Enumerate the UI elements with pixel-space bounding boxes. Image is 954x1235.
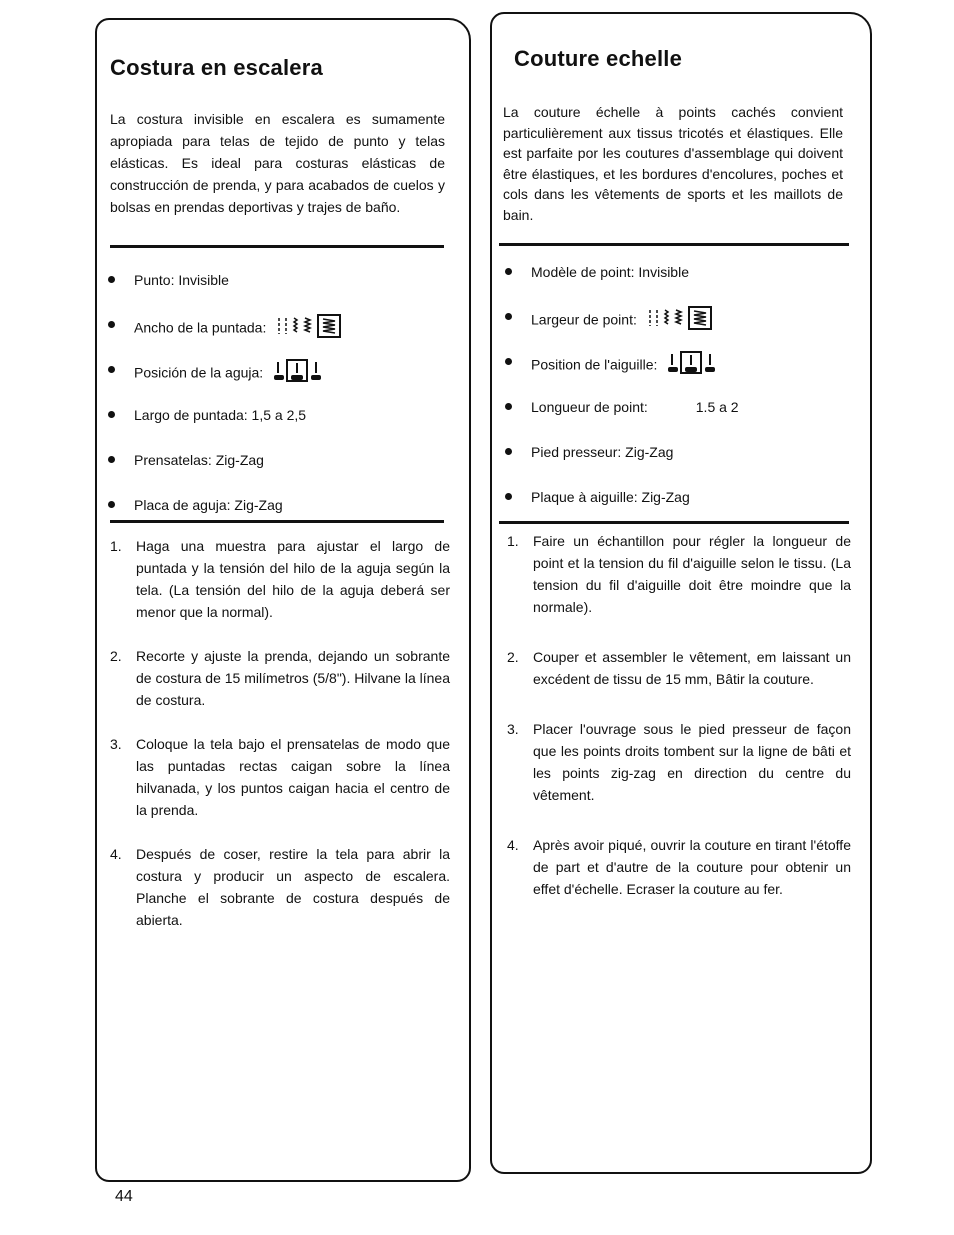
right-spec-label: Pied presseur: Zig-Zag: [531, 444, 674, 460]
left-intro: La costura invisible en escalera es sumamente apropiada para telas de tejido de punto y telas elásticas. Es ideal para costuras elásticas de construcción de prenda, y para acabados de cuelos y bolsas en prendas deportivas y trajes de baño.: [110, 111, 445, 215]
right-spec-list: [505, 261, 845, 531]
step-number: 3.: [110, 736, 122, 752]
left-spec-label: Placa de aguja: Zig-Zag: [134, 497, 283, 513]
step-text: Faire un échantillon pour régler la longueur de point et la tension du fil d'aiguille selon le tissu. (La tension du fil d'aiguille doit être moindre que la normale).: [533, 533, 851, 615]
step-text: Después de coser, restire la tela para abrir la costura y producir un aspecto de escalera. Planche el sobrante de costura después de abierta.: [136, 846, 450, 928]
right-spec-item: [505, 351, 845, 396]
right-spec-label: Modèle de point: Invisible: [531, 264, 689, 280]
step-text: Après avoir piqué, ouvrir la couture en tirant l'étoffe de part et d'autre de la couture pour obtenir un effet d'échelle. Ecraser la couture au fer.: [533, 837, 851, 897]
left-step-list: [110, 535, 450, 931]
right-rule-2: [499, 521, 849, 524]
left-rule-2: [110, 520, 444, 523]
right-step: [507, 718, 851, 806]
right-title: Couture echelle: [514, 46, 683, 71]
left-spec-list: [108, 269, 448, 539]
step-number: 3.: [507, 721, 519, 737]
step-number: 2.: [507, 649, 519, 665]
left-spec-item: [108, 494, 448, 539]
step-text: Recorte y ajuste la prenda, dejando un sobrante de costura de 15 milímetros (5/8"). Hilvane la línea de costura.: [136, 648, 450, 708]
right-step: [507, 834, 851, 900]
right-intro: La couture échelle à points cachés convient particulièrement aux tissus tricotés et élastiques. Elle est parfaite por les coutures d'assemblage qui doivent être élastiques, et les bordures d'encolures, poches et cols dans les vêtements de sports et les maillots de bain.: [503, 104, 843, 223]
step-number: 1.: [507, 533, 519, 549]
left-spec-item: [108, 404, 448, 449]
step-text: Placer l'ouvrage sous le pied presseur de façon que les points droits tombent sur la ligne de bâti et les points zig-zag en direction du centre du vêtement.: [533, 721, 851, 803]
step-number: 1.: [110, 538, 122, 554]
step-number: 4.: [507, 837, 519, 853]
right-spec-item: [505, 441, 845, 486]
stitch-width-icon: [276, 314, 344, 344]
left-spec-label: Punto: Invisible: [134, 272, 229, 288]
left-spec-label: Ancho de la puntada:: [134, 319, 267, 336]
step-text: Couper et assembler le vêtement, em laissant un excédent de tissu de 15 mm, Bâtir la couture.: [533, 649, 851, 687]
right-step-list: [507, 530, 851, 900]
left-spec-label: Largo de puntada: 1,5 a 2,5: [134, 407, 307, 423]
stitch-width-icon: [647, 306, 715, 336]
needle-position-icon: [667, 351, 717, 381]
needle-position-icon: [273, 359, 323, 389]
right-spec-value: 1.5 a 2: [695, 399, 739, 415]
left-rule-1: [110, 245, 444, 248]
left-step: [110, 535, 450, 623]
left-step: [110, 733, 450, 821]
step-number: 2.: [110, 648, 122, 664]
right-spec-label: Longueur de point:: [531, 399, 648, 415]
left-spec-item: [108, 314, 448, 359]
right-spec-label: Largeur de point:: [531, 311, 637, 328]
right-spec-label: Position de l'aiguille:: [531, 356, 658, 373]
right-step: [507, 530, 851, 618]
right-rule-1: [499, 243, 849, 246]
left-spec-item: [108, 269, 448, 314]
right-spec-item: [505, 396, 845, 441]
left-spec-label: Prensatelas: Zig-Zag: [134, 452, 264, 468]
step-text: Coloque la tela bajo el prensatelas de modo que las puntadas rectas caigan sobre la línea hilvanada, y los puntos caigan hacia el centro de la prenda.: [136, 736, 450, 818]
right-step: [507, 646, 851, 690]
right-spec-item: [505, 306, 845, 351]
left-spec-label: Posición de la aguja:: [134, 364, 264, 381]
left-step: [110, 843, 450, 931]
left-title: Costura en escalera: [110, 55, 323, 80]
left-spec-item: [108, 359, 448, 404]
right-spec-item: [505, 486, 845, 531]
page-number: 44: [115, 1188, 133, 1205]
left-step: [110, 645, 450, 711]
right-spec-item: [505, 261, 845, 306]
step-text: Haga una muestra para ajustar el largo de puntada y la tensión del hilo de la aguja según la tela. (La tensión del hilo de la aguja deberá ser menor que la normal).: [136, 538, 450, 620]
right-spec-label: Plaque à aiguille: Zig-Zag: [531, 489, 690, 505]
left-spec-item: [108, 449, 448, 494]
step-number: 4.: [110, 846, 122, 862]
